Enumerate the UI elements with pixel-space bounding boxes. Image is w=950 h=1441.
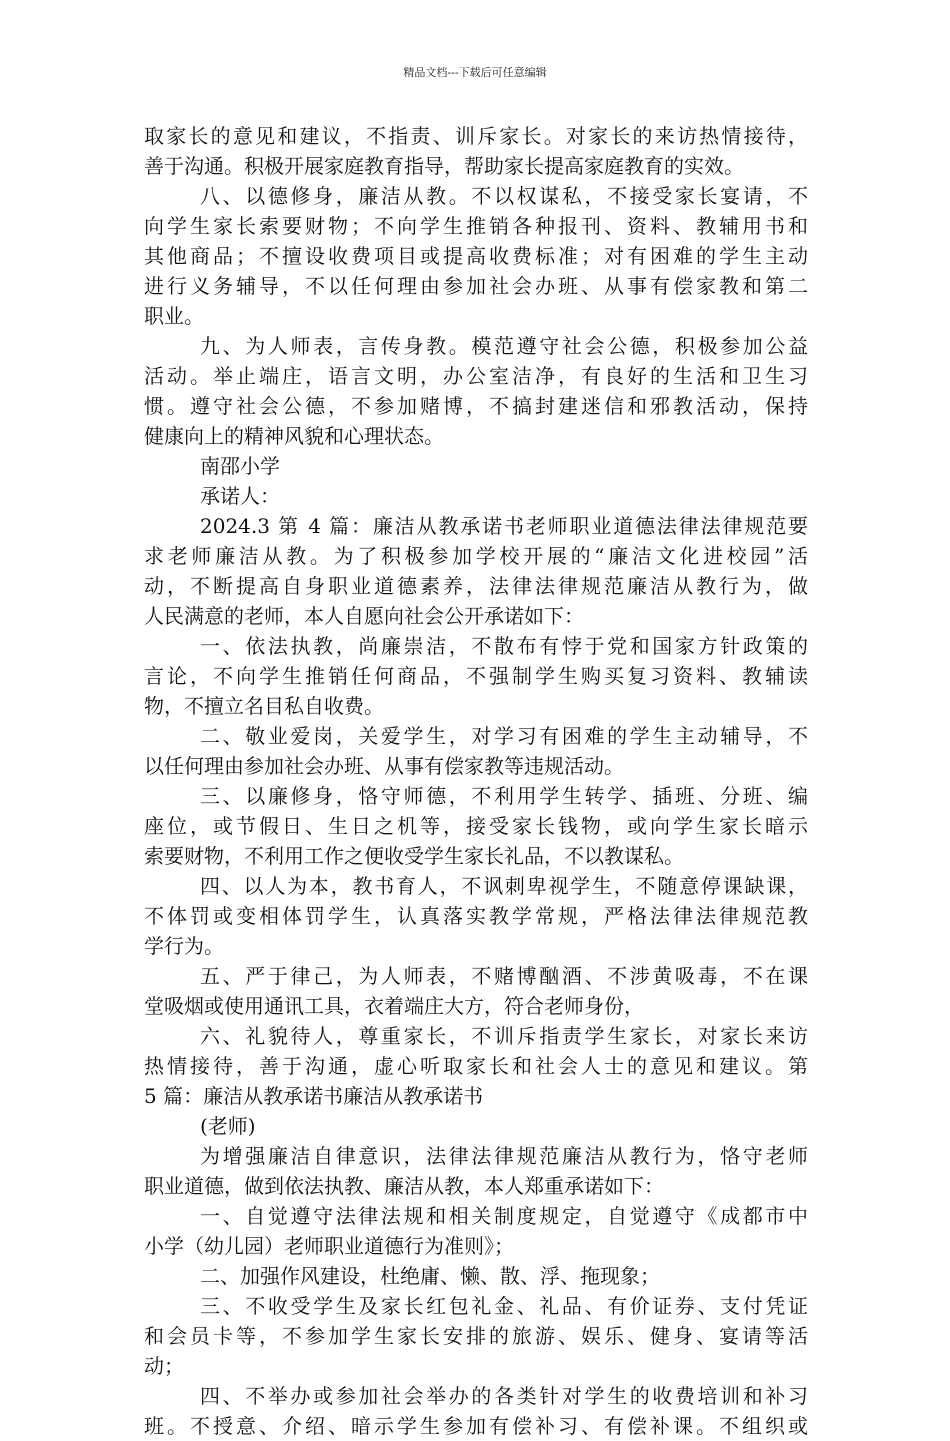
text-line: 座位，或节假日、生日之机等，接受家长钱物，或向学生家长暗示 xyxy=(144,814,808,838)
text-line: 八、以德修身，廉洁从教。不以权谋私，不接受家长宴请，不 xyxy=(200,184,808,208)
text-line: 承诺人： xyxy=(200,484,280,508)
text-line: 动； xyxy=(144,1354,184,1378)
text-line: 三、以廉修身，恪守师德，不利用学生转学、插班、分班、编 xyxy=(200,784,808,808)
text-line: 小学（幼儿园）老师职业道德行为准则》； xyxy=(144,1234,514,1258)
text-line: 索要财物，不利用工作之便收受学生家长礼品，不以教谋私。 xyxy=(144,844,684,868)
text-line: 为增强廉洁自律意识，法律法律规范廉洁从教行为，恪守老师 xyxy=(200,1144,808,1168)
text-line: 南邵小学 xyxy=(200,454,280,478)
page-header: 精品文档---下载后可任意编辑 xyxy=(403,66,547,79)
text-line: 二、加强作风建设，杜绝庸、懒、散、浮、拖现象； xyxy=(200,1264,660,1288)
text-line: 取家长的意见和建议，不指责、训斥家长。对家长的来访热情接待， xyxy=(144,124,808,148)
text-line: 5 篇：廉洁从教承诺书廉洁从教承诺书 xyxy=(144,1084,484,1108)
text-line: 职业道德，做到依法执教、廉洁从教，本人郑重承诺如下： xyxy=(144,1174,664,1198)
text-line: (老师) xyxy=(200,1114,256,1138)
text-line: 班。不授意、介绍、暗示学生参加有偿补习、有偿补课。不组织或 xyxy=(144,1414,808,1438)
text-line: 五、严于律己，为人师表，不赌博酗酒、不涉黄吸毒，不在课 xyxy=(200,964,808,988)
text-line: 六、礼貌待人，尊重家长，不训斥指责学生家长，对家长来访 xyxy=(200,1024,808,1048)
text-line: 其他商品；不擅设收费项目或提高收费标准；对有困难的学生主动 xyxy=(144,244,808,268)
text-line: 人民满意的老师，本人自愿向社会公开承诺如下： xyxy=(144,604,584,628)
document-body xyxy=(144,121,808,1441)
text-line: 活动。举止端庄，语言文明，办公室洁净，有良好的生活和卫生习 xyxy=(144,364,808,388)
text-line: 惯。遵守社会公德，不参加赌博，不搞封建迷信和邪教活动，保持 xyxy=(144,394,808,418)
text-line: 热情接待，善于沟通，虚心听取家长和社会人士的意见和建议。第 xyxy=(144,1054,808,1078)
text-line: 学行为。 xyxy=(144,934,224,958)
text-line: 堂吸烟或使用通讯工具，衣着端庄大方，符合老师身份， xyxy=(144,994,644,1018)
text-line: 三、不收受学生及家长红包礼金、礼品、有价证券、支付凭证 xyxy=(200,1294,808,1318)
text-line: 四、不举办或参加社会举办的各类针对学生的收费培训和补习 xyxy=(200,1384,808,1408)
text-line: 求老师廉洁从教。为了积极参加学校开展的“廉洁文化进校园”活 xyxy=(144,544,808,568)
text-line: 一、依法执教，尚廉崇洁，不散布有悖于党和国家方针政策的 xyxy=(200,634,808,658)
text-line: 四、以人为本，教书育人，不讽刺卑视学生，不随意停课缺课， xyxy=(200,874,808,898)
text-line: 一、自觉遵守法律法规和相关制度规定，自觉遵守《成都市中 xyxy=(200,1204,808,1228)
text-line: 二、敬业爱岗，关爱学生，对学习有困难的学生主动辅导，不 xyxy=(200,724,808,748)
text-line: 善于沟通。积极开展家庭教育指导，帮助家长提高家庭教育的实效。 xyxy=(144,154,744,178)
text-line: 言论，不向学生推销任何商品，不强制学生购买复习资料、教辅读 xyxy=(144,664,808,688)
text-line: 健康向上的精神风貌和心理状态。 xyxy=(144,424,444,448)
text-line: 向学生家长索要财物；不向学生推销各种报刊、资料、教辅用书和 xyxy=(144,214,808,238)
text-line: 不体罚或变相体罚学生，认真落实教学常规，严格法律法律规范教 xyxy=(144,904,808,928)
text-line: 以任何理由参加社会办班、从事有偿家教等违规活动。 xyxy=(144,754,624,778)
text-line: 和会员卡等，不参加学生家长安排的旅游、娱乐、健身、宴请等活 xyxy=(144,1324,808,1348)
text-line: 2024.3 第 4 篇：廉洁从教承诺书老师职业道德法律法律规范要 xyxy=(200,514,808,538)
text-line: 职业。 xyxy=(144,304,204,328)
text-line: 进行义务辅导，不以任何理由参加社会办班、从事有偿家教和第二 xyxy=(144,274,808,298)
text-line: 物，不擅立名目私自收费。 xyxy=(144,694,384,718)
text-line: 动，不断提高自身职业道德素养，法律法律规范廉洁从教行为，做 xyxy=(144,574,808,598)
text-line: 九、为人师表，言传身教。模范遵守社会公德，积极参加公益 xyxy=(200,334,808,358)
